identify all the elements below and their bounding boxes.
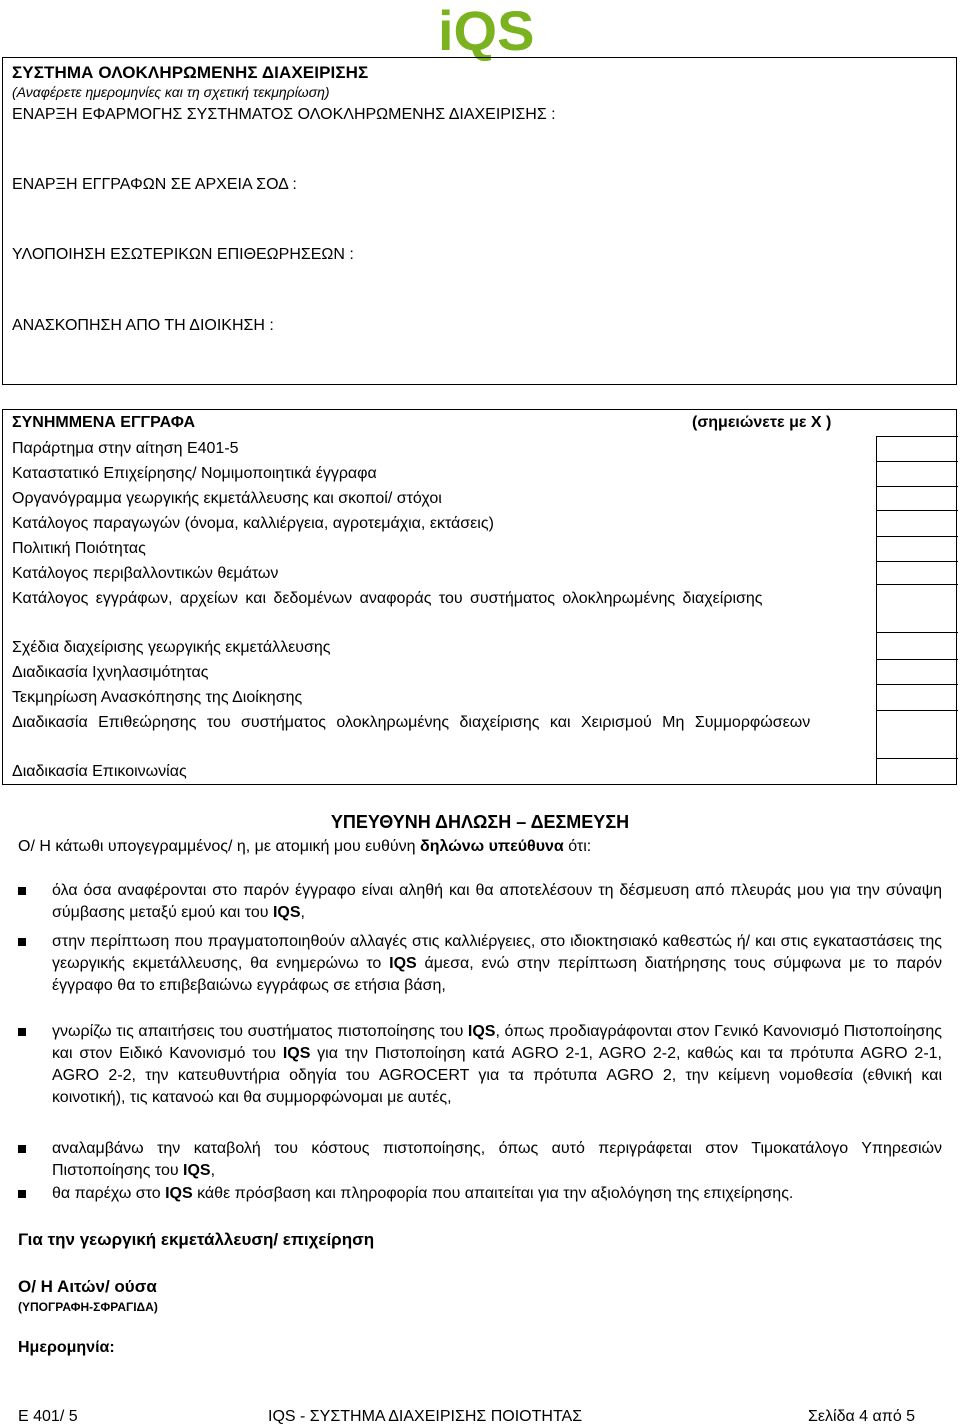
- attachment-item: Διαδικασία Επιθεώρησης του συστήματος ολοκληρωμένης διαχείρισης και Χειρισμού Μη Συμμορφώσεων: [12, 714, 811, 731]
- attachments-note: (σημειώνετε με Χ ): [692, 414, 832, 431]
- attachment-item: Καταστατικό Επιχείρησης/ Νομιμοποιητικά έγγραφα: [12, 465, 377, 482]
- attachment-item: Παράρτημα στην αίτηση Ε401-5: [12, 440, 239, 457]
- svg-text:iQS: iQS: [438, 0, 535, 62]
- system-subtitle: (Αναφέρετε ημερομηνίες και τη σχετική τεκμηρίωση): [12, 84, 330, 100]
- date-label: Ημερομηνία:: [18, 1339, 115, 1356]
- footer-code: Ε 401/ 5: [18, 1408, 78, 1425]
- attachment-item: Οργανόγραμμα γεωργικής εκμετάλλευσης και σκοποί/ στόχοι: [12, 490, 442, 507]
- declaration-item: γνωρίζω τις απαιτήσεις του συστήματος πιστοποίησης του IQS, όπως προδιαγράφονται στον Γενικό Κανονισμό Πιστοποίησης και στον Ειδικό Κανονισμό του IQS για την Πιστοποίηση κατά AGRO 2-1, AGRO 2-2, καθώς και τα πρότυπα AGRO 2-1, AGRO 2-2, την κατευθυντήρια οδηγία του AGROCERT για τα πρότυπα AGRO 2, την κείμενη νομοθεσία (εθνική και κοινοτική), τις κατανοώ και θα συμμορφώνομαι με αυτές,: [52, 1023, 943, 1106]
- signature-stamp: (ΥΠΟΓΡΑΦΗ-ΣΦΡΑΓΙΔΑ): [18, 1300, 158, 1314]
- attachment-item: Κατάλογος παραγωγών (όνομα, καλλιέργεια, αγροτεμάχια, εκτάσεις): [12, 515, 494, 532]
- declaration-item: στην περίπτωση που πραγματοποιηθούν αλλαγές στις καλλιέργειες, στο ιδιοκτησιακό καθεστώς ή/ και στις εγκαταστάσεις της γεωργικής εκμετάλλευσης, θα ενημερώνω το IQS άμεσα, ενώ στην περίπτωση διατήρησης τους σύμφωνα με το παρόν έγγραφο θα το επιβεβαιώνω εγγράφως σε ετήσια βάση,: [52, 933, 942, 994]
- bullet-icon: [18, 887, 26, 895]
- footer-title: IQS - ΣΥΣΤΗΜΑ ΔΙΑΧΕΙΡΙΣΗΣ ΠΟΙΟΤΗΤΑΣ: [268, 1408, 583, 1425]
- declaration-item: θα παρέχω στο IQS κάθε πρόσβαση και πληροφορία που απαιτείται για την αξιολόγηση της επιχείρησης.: [52, 1185, 794, 1202]
- declaration-item: όλα όσα αναφέρονται στο παρόν έγγραφο είναι αληθή και θα αποτελέσουν τη δέσμευση από πλευράς μου για την σύναψη σύμβασης μεταξύ εμού και του IQS,: [52, 882, 942, 921]
- system-audits-line: ΥΛΟΠΟΙΗΣΗ ΕΣΩΤΕΡΙΚΩΝ ΕΠΙΘΕΩΡΗΣΕΩΝ :: [12, 246, 354, 263]
- iqs-logo: [436, 0, 535, 62]
- bullet-icon: [18, 1028, 26, 1036]
- bullet-icon: [18, 938, 26, 946]
- declaration-intro: Ο/ Η κάτωθι υπογεγραμμένος/ η, με ατομική μου ευθύνη δηλώνω υπεύθυνα ότι:: [18, 838, 592, 855]
- bullet-icon: [18, 1145, 26, 1153]
- attachment-item: Σχέδια διαχείρισης γεωργικής εκμετάλλευσης: [12, 639, 331, 656]
- system-title: ΣΥΣΤΗΜΑ ΟΛΟΚΛΗΡΩΜΕΝΗΣ ΔΙΑΧΕΙΡΙΣΗΣ: [12, 63, 369, 82]
- attachment-item: Διαδικασία Ιχνηλασιμότητας: [12, 664, 209, 681]
- declaration-title: ΥΠΕΥΘΥΝΗ ΔΗΛΩΣΗ – ΔΕΣΜΕΥΣΗ: [330, 812, 630, 832]
- bullet-icon: [18, 1190, 26, 1198]
- system-review-line: ΑΝΑΣΚΟΠΗΣΗ ΑΠΟ ΤΗ ΔΙΟΙΚΗΣΗ :: [12, 317, 274, 334]
- attachment-item: Κατάλογος περιβαλλοντικών θεμάτων: [12, 565, 279, 582]
- system-start-line: ΕΝΑΡΞΗ ΕΦΑΡΜΟΓΗΣ ΣΥΣΤΗΜΑΤΟΣ ΟΛΟΚΛΗΡΩΜΕΝΗΣ ΔΙΑΧΕΙΡΙΣΗΣ :: [12, 106, 556, 123]
- footer-page: Σελίδα 4 από 5: [808, 1408, 916, 1425]
- attachments-header: ΣΥΝΗΜΜΕΝΑ ΕΓΓΡΑΦΑ: [12, 414, 196, 431]
- attachment-item: Τεκμηρίωση Ανασκόπησης της Διοίκησης: [12, 689, 303, 706]
- declaration-item: αναλαμβάνω την καταβολή του κόστους πιστοποίησης, όπως αυτό περιγράφεται στον Τιμοκατάλογο Υπηρεσιών Πιστοποίησης του IQS,: [52, 1140, 942, 1179]
- signature-for-farm: Για την γεωργική εκμετάλλευση/ επιχείρηση: [18, 1230, 375, 1249]
- system-records-line: ΕΝΑΡΞΗ ΕΓΓΡΑΦΩΝ ΣΕ ΑΡΧΕΙΑ ΣΟΔ :: [12, 176, 297, 193]
- attachment-item: Πολιτική Ποιότητας: [12, 540, 146, 557]
- attachment-item: Κατάλογος εγγράφων, αρχείων και δεδομένων αναφοράς του συστήματος ολοκληρωμένης διαχείρισης: [12, 590, 763, 607]
- signature-applicant: Ο/ Η Αιτών/ ούσα: [18, 1277, 157, 1296]
- attachment-item: Διαδικασία Επικοινωνίας: [12, 763, 187, 780]
